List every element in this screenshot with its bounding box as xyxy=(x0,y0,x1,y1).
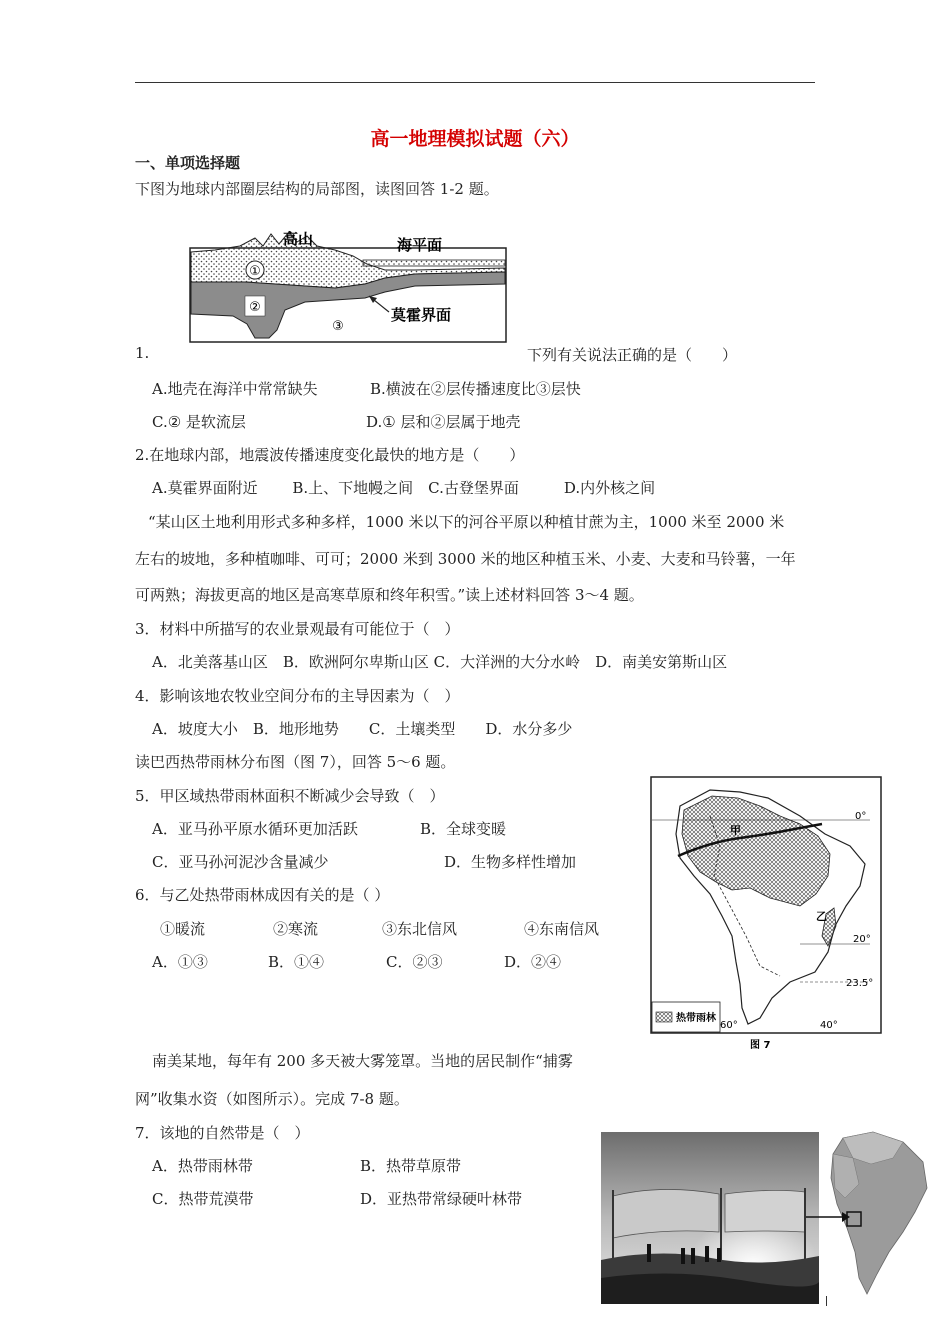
q6-stem: 6．与乙处热带雨林成因有关的是（ ） xyxy=(135,886,390,904)
q2-stem: 2.在地球内部，地震波传播速度变化最快的地方是（ ） xyxy=(135,446,525,464)
q1-option-b: B.横波在②层传播速度比③层快 xyxy=(370,380,581,398)
passage-3-4-line-3: 可两熟；海拔更高的地区是高寒草原和终年积雪。”读上述材料回答 3～4 题。 xyxy=(135,586,644,604)
earth-crust-figure xyxy=(185,220,515,345)
connector-arrow xyxy=(806,1210,850,1224)
q4-options: A．坡度大小 B．地形地势 C．土壤类型 D．水分多少 xyxy=(152,720,573,738)
q3-stem: 3．材料中所描写的农业景观最有可能位于（ ） xyxy=(135,620,460,638)
q1-stem: 下列有关说法正确的是（ ） xyxy=(527,346,738,364)
mark-layer-1: ① xyxy=(249,264,261,279)
q6-item-3: ③东北信风 xyxy=(382,920,458,938)
q5-option-d: D．生物多样性增加 xyxy=(444,853,577,871)
lon-60-label: 60° xyxy=(720,1020,738,1031)
fog-net-photo xyxy=(601,1132,819,1304)
q4-stem: 4．影响该地农牧业空间分布的主导因素为（ ） xyxy=(135,687,460,705)
q7-stem: 7．该地的自然带是（ ） xyxy=(135,1124,310,1142)
brazil-rainforest-map xyxy=(650,776,890,1056)
mark-layer-3: ③ xyxy=(332,319,344,334)
lat-23-5-label: 23.5° xyxy=(846,978,874,989)
page-marker xyxy=(826,1296,827,1306)
q7-option-d: D．亚热带常绿硬叶林带 xyxy=(360,1190,523,1208)
section-heading: 一、单项选择题 xyxy=(135,154,241,172)
label-moho: 莫霍界面 xyxy=(391,306,452,324)
passage-7-8-line-2: 网”收集水资（如图所示）。完成 7-8 题。 xyxy=(135,1090,409,1108)
fig7-caption: 图 7 xyxy=(750,1040,771,1051)
q1-option-d: D.① 层和②层属于地壳 xyxy=(366,413,521,431)
q5-option-c: C．亚马孙河泥沙含量减少 xyxy=(152,853,329,871)
label-yi: 乙 xyxy=(816,910,827,923)
q6-item-4: ④东南信风 xyxy=(524,920,600,938)
intro-1-2: 下图为地球内部圈层结构的局部图，读图回答 1-2 题。 xyxy=(135,180,499,198)
q5-stem: 5．甲区域热带雨林面积不断减少会导致（ ） xyxy=(135,787,445,805)
q1-option-a: A.地壳在海洋中常常缺失 xyxy=(152,380,318,398)
lon-40-label: 40° xyxy=(820,1020,838,1031)
lat-0-label: 0° xyxy=(855,811,867,822)
q5-option-a: A．亚马孙平原水循环更加活跃 xyxy=(152,820,358,838)
q1-number: 1. xyxy=(135,344,150,362)
legend-rainforest: 热带雨林 xyxy=(676,1013,716,1024)
q7-option-b: B．热带草原带 xyxy=(360,1157,462,1175)
label-sea-level: 海平面 xyxy=(397,236,443,254)
q1-option-c: C.② 是软流层 xyxy=(152,413,246,431)
q2-options: A.莫霍界面附近 B.上、下地幔之间 C.古登堡界面 D.内外核之间 xyxy=(152,479,656,497)
intro-5-6: 读巴西热带雨林分布图（图 7），回答 5～6 题。 xyxy=(135,753,456,771)
label-mountain: 高山 xyxy=(283,230,314,248)
top-rule xyxy=(135,82,815,83)
passage-3-4-line-1: “某山区土地利用形式多种多样，1000 米以下的河谷平原以种植甘蔗为主，1000 米至 2000 米 xyxy=(148,513,785,531)
page-title: 高一地理模拟试题（六） xyxy=(370,128,580,150)
passage-7-8-line-1: 南美某地，每年有 200 多天被大雾笼罩。当地的居民制作“捕雾 xyxy=(152,1052,573,1070)
q6-option-c: C．②③ xyxy=(386,953,443,971)
q7-option-c: C．热带荒漠带 xyxy=(152,1190,254,1208)
q6-option-b: B．①④ xyxy=(268,953,325,971)
q6-option-d: D．②④ xyxy=(504,953,562,971)
mark-layer-2: ② xyxy=(249,300,261,315)
passage-3-4-line-2: 左右的坡地，多种植咖啡、可可；2000 米到 3000 米的地区种植玉米、小麦、大麦和马铃薯，一年 xyxy=(135,550,796,568)
q6-option-a: A．①③ xyxy=(152,953,208,971)
q3-options: A．北美落基山区 B．欧洲阿尔卑斯山区 C．大洋洲的大分水岭 D．南美安第斯山区 xyxy=(152,653,728,671)
lat-20-label: 20° xyxy=(853,934,871,945)
label-jia: 甲 xyxy=(730,824,741,837)
q7-option-a: A．热带雨林带 xyxy=(152,1157,253,1175)
q6-item-1: ①暖流 xyxy=(160,920,206,938)
q5-option-b: B．全球变暖 xyxy=(420,820,507,838)
q6-item-2: ②寒流 xyxy=(273,920,319,938)
